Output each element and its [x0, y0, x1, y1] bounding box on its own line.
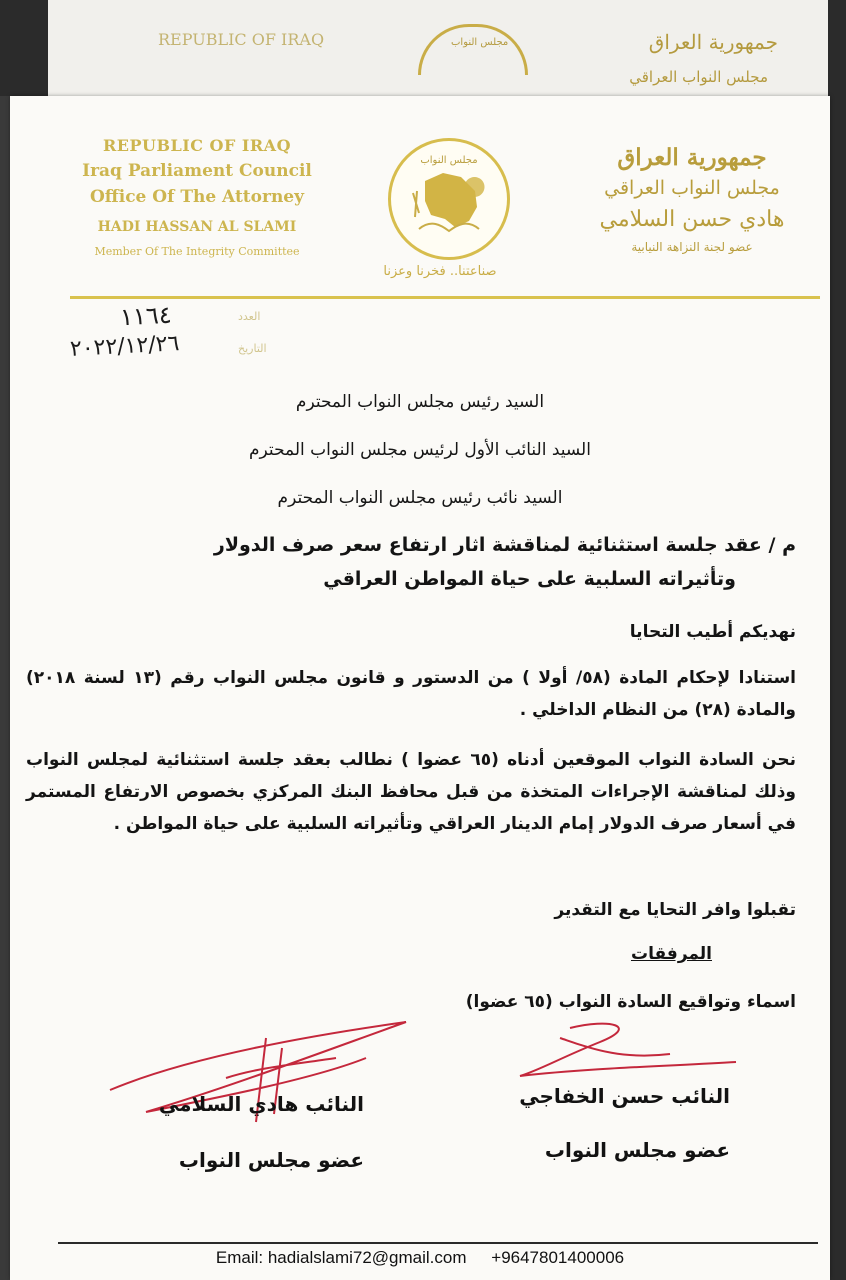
- reference-date: ٢٠٢٢/١٢/٢٦: [69, 331, 180, 362]
- english-line-2: Iraq Parliament Council: [82, 161, 312, 181]
- arabic-line-2: مجلس النواب العراقي: [604, 177, 780, 199]
- english-line-1: REPUBLIC OF IRAQ: [102, 136, 292, 155]
- page-edge: [0, 96, 10, 1280]
- greeting: نهديكم أطيب التحايا: [629, 622, 796, 642]
- parliament-emblem-icon: [388, 138, 510, 260]
- footer-divider: [58, 1242, 818, 1244]
- signature-title-hassan: عضو مجلس النواب: [544, 1138, 730, 1162]
- header-divider: [70, 296, 820, 299]
- english-letterhead: [72, 136, 322, 258]
- footer-email: Email: hadialslami72@gmail.com: [215, 1248, 467, 1267]
- footer: [10, 1248, 830, 1268]
- back-emblem-label: مجلس النواب: [451, 37, 509, 48]
- signature-title-hadi: عضو مجلس النواب: [178, 1148, 364, 1172]
- arabic-letterhead: [572, 144, 812, 254]
- back-arabic-title: جمهورية العراق: [648, 30, 778, 54]
- back-emblem-icon: [418, 24, 528, 75]
- subject-line-2: وتأثيراته السلبية على حياة المواطن العراقي: [323, 568, 736, 590]
- attachments-item: اسماء وتواقيع السادة النواب (٦٥ عضوا): [465, 992, 796, 1012]
- back-english-title: REPUBLIC OF IRAQ: [158, 30, 325, 49]
- emblem-motto: صناعتنا.. فخرنا وعزنا: [383, 264, 497, 279]
- arabic-line-4: عضو لجنة النزاهة النيابية: [631, 240, 753, 254]
- emblem-label: مجلس النواب: [420, 155, 478, 166]
- signature-name-hassan: النائب حسن الخفاجي: [519, 1084, 730, 1108]
- english-line-4: HADI HASSAN AL SLAMI: [97, 219, 297, 235]
- reference-date-label: التاريخ: [238, 342, 267, 355]
- reference-number-label: العدد: [238, 310, 261, 323]
- addressee-2: السيد النائب الأول لرئيس مجلس النواب المحترم: [249, 440, 591, 460]
- attachments-heading: المرفقات: [630, 944, 712, 964]
- english-line-3: Office Of The Attorney: [89, 187, 305, 207]
- letter-page: [10, 96, 830, 1280]
- subject: [56, 528, 796, 596]
- signature-name-hadi: النائب هادي السلامي: [158, 1092, 364, 1116]
- addressee-3: السيد نائب رئيس مجلس النواب المحترم: [277, 488, 563, 508]
- reference-number: ١١٦٤: [119, 300, 173, 332]
- english-line-5: Member Of The Integrity Committee: [94, 245, 300, 258]
- signature-hassan-icon: [500, 1018, 740, 1088]
- subject-line-1: م / عقد جلسة استثنائية لمناقشة اثار ارتفاع سعر صرف الدولار: [213, 534, 796, 556]
- back-arabic-sub: مجلس النواب العراقي: [629, 68, 768, 86]
- arabic-line-3: هادي حسن السلامي: [599, 207, 785, 232]
- footer-phone: +9647801400006: [491, 1248, 625, 1267]
- paragraph-2: نحن السادة النواب الموقعين أدناه (٦٥ عضوا ) نطالب بعقد جلسة استثنائية لمجلس النواب وذلك لمناقشة الإجراءات المتخذة من قبل محافظ البنك المركزي بخصوص الارتفاع المستمر في أسعار صرف الدولار إمام الدينار العراقي وتأثيراته السلبية على حياة المواطن .: [26, 750, 797, 834]
- arabic-line-1: جمهورية العراق: [617, 144, 767, 171]
- closing: تقبلوا وافر التحايا مع التقدير: [554, 900, 796, 920]
- addressee-1: السيد رئيس مجلس النواب المحترم: [295, 392, 545, 412]
- reference-block: [68, 302, 298, 366]
- paragraph-1: استنادا لإحكام المادة (٥٨/ أولا ) من الدستور و قانون مجلس النواب رقم (١٣ لسنة ٢٠١٨) والمادة (٢٨) من النظام الداخلي .: [26, 668, 796, 720]
